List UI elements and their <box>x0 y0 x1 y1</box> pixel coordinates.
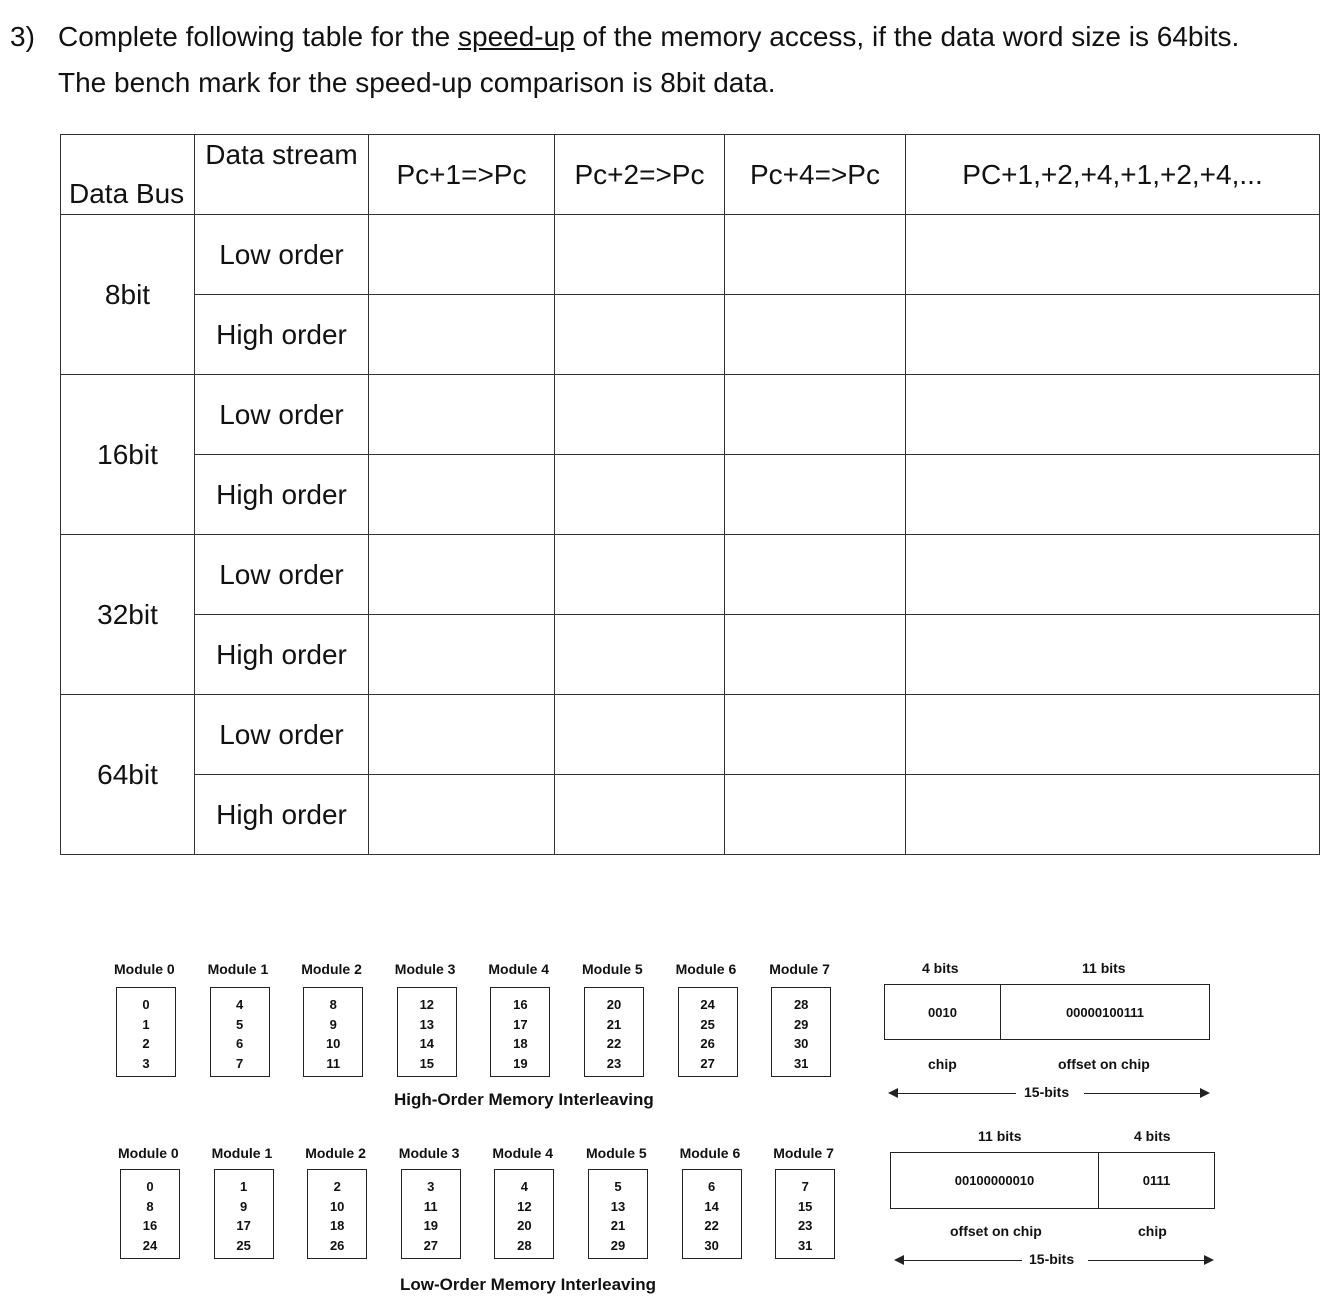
answer-cell[interactable] <box>369 455 555 535</box>
answer-cell[interactable] <box>555 775 725 855</box>
answer-cell[interactable] <box>906 615 1320 695</box>
module-label: Module 0 <box>118 1145 179 1161</box>
answer-cell[interactable] <box>369 375 555 455</box>
module-label: Module 5 <box>586 1145 647 1161</box>
module-address: 26 <box>700 1036 715 1051</box>
answer-cell[interactable] <box>906 695 1320 775</box>
module-label: Module 7 <box>773 1145 834 1161</box>
high-span-arrow-left <box>890 1093 1016 1094</box>
module-address: 24 <box>142 1237 158 1253</box>
low-chip-label: chip <box>1138 1223 1167 1239</box>
high-addr-label-right: 11 bits <box>1082 960 1126 976</box>
answer-cell[interactable] <box>906 775 1320 855</box>
module-address: 0 <box>142 997 150 1012</box>
module-address: 22 <box>606 1036 622 1051</box>
low-span-arrow-right <box>1088 1260 1212 1261</box>
high-chip-label: chip <box>928 1056 957 1072</box>
module-address: 12 <box>419 997 435 1012</box>
high-offset-label: offset on chip <box>1058 1056 1150 1072</box>
answer-cell[interactable] <box>725 535 906 615</box>
module-address: 24 <box>700 997 715 1012</box>
col-header: Pc+4=>Pc <box>725 135 906 215</box>
module-address: 15 <box>419 1055 435 1071</box>
answer-cell[interactable] <box>555 375 725 455</box>
module-label: Module 1 <box>211 1145 273 1161</box>
module-address: 21 <box>610 1218 626 1233</box>
answer-cell[interactable] <box>725 695 906 775</box>
module-address: 4 <box>520 1179 528 1194</box>
module-address: 12 <box>517 1198 532 1214</box>
module-address: 3 <box>142 1055 150 1071</box>
table-row <box>61 615 1320 695</box>
stream-label: High order <box>195 775 369 855</box>
answer-cell[interactable] <box>369 295 555 375</box>
high-span-arrow-right <box>1084 1093 1208 1094</box>
answer-cell[interactable] <box>725 775 906 855</box>
answer-cell[interactable] <box>906 375 1320 455</box>
table-row <box>61 295 1320 375</box>
speed-up-table <box>60 134 1320 855</box>
table-row <box>61 535 1320 615</box>
stream-label: Low order <box>195 535 369 615</box>
module-address: 27 <box>423 1237 439 1253</box>
memory-module <box>494 1169 554 1259</box>
bus-label: 32bit <box>61 535 195 695</box>
memory-module <box>214 1169 274 1259</box>
low-addr-label-left: 11 bits <box>978 1128 1022 1144</box>
table-row <box>61 375 1320 455</box>
module-address: 30 <box>793 1036 809 1051</box>
module-address: 25 <box>700 1016 715 1032</box>
module-address: 2 <box>142 1036 150 1051</box>
table-row <box>61 775 1320 855</box>
module-address: 23 <box>606 1055 622 1071</box>
memory-module <box>397 987 457 1077</box>
memory-module <box>210 987 270 1077</box>
module-address: 3 <box>427 1179 435 1194</box>
col-header: PC+1,+2,+4,+1,+2,+4,... <box>906 135 1320 215</box>
table-row <box>61 215 1320 295</box>
answer-cell[interactable] <box>725 455 906 535</box>
memory-module <box>401 1169 461 1259</box>
answer-cell[interactable] <box>725 215 906 295</box>
stream-label: Low order <box>195 375 369 455</box>
module-address: 20 <box>606 997 622 1012</box>
answer-cell[interactable] <box>369 775 555 855</box>
answer-cell[interactable] <box>906 295 1320 375</box>
answer-cell[interactable] <box>555 455 725 535</box>
module-address: 6 <box>235 1036 244 1051</box>
answer-cell[interactable] <box>725 375 906 455</box>
memory-module <box>771 987 831 1077</box>
memory-module <box>303 987 363 1077</box>
module-address: 28 <box>517 1237 532 1253</box>
module-address: 5 <box>614 1179 622 1194</box>
answer-cell[interactable] <box>369 615 555 695</box>
module-label: Module 2 <box>305 1145 366 1161</box>
low-span-label: 15-bits <box>1029 1251 1075 1267</box>
question-line-1: Complete following table for the speed-up of the memory access, if the data word size is 64bits. <box>58 21 1240 52</box>
answer-cell[interactable] <box>369 535 555 615</box>
module-address: 14 <box>419 1036 435 1051</box>
module-address: 20 <box>517 1218 532 1233</box>
col-header: Pc+2=>Pc <box>555 135 725 215</box>
header-data-bus: Data Bus <box>61 135 195 215</box>
module-address: 8 <box>146 1198 154 1214</box>
module-address: 8 <box>329 997 337 1012</box>
high-order-caption: High-Order Memory Interleaving <box>394 1090 654 1109</box>
module-address: 23 <box>797 1218 813 1233</box>
answer-cell[interactable] <box>555 215 725 295</box>
memory-module <box>775 1169 835 1259</box>
answer-cell[interactable] <box>555 695 725 775</box>
module-address: 30 <box>704 1237 719 1253</box>
stream-label: High order <box>195 295 369 375</box>
answer-cell[interactable] <box>906 215 1320 295</box>
module-address: 27 <box>700 1055 715 1071</box>
module-address: 9 <box>239 1198 248 1214</box>
module-address: 7 <box>801 1179 809 1194</box>
stream-label: High order <box>195 615 369 695</box>
header-data-stream: Data stream <box>195 135 369 215</box>
module-address: 28 <box>793 997 809 1012</box>
stream-label: High order <box>195 455 369 535</box>
low-chip-field: 0111 <box>1142 1173 1171 1188</box>
module-label: Module 5 <box>582 961 643 977</box>
module-address: 21 <box>606 1016 622 1032</box>
high-offset-field: 00000100111 <box>1065 1004 1145 1020</box>
table-row <box>61 455 1320 535</box>
module-address: 9 <box>329 1016 337 1032</box>
memory-module <box>307 1169 367 1259</box>
low-offset-field: 00100000010 <box>891 1153 1099 1208</box>
low-addr-label-right: 4 bits <box>1134 1128 1171 1144</box>
question-number: 3) <box>10 21 35 52</box>
module-address: 14 <box>704 1198 719 1214</box>
memory-module <box>584 987 644 1077</box>
module-label: Module 0 <box>114 961 175 977</box>
module-address: 13 <box>610 1198 626 1214</box>
module-address: 31 <box>793 1055 809 1071</box>
module-address: 5 <box>235 1016 244 1032</box>
module-address: 19 <box>423 1218 439 1233</box>
module-address: 10 <box>325 1036 341 1051</box>
module-address: 11 <box>326 1055 341 1071</box>
module-label: Module 2 <box>301 961 362 977</box>
module-address: 26 <box>329 1237 345 1253</box>
module-address: 22 <box>704 1218 719 1233</box>
memory-module <box>490 987 550 1077</box>
module-address: 25 <box>236 1237 251 1253</box>
table-row <box>61 695 1320 775</box>
module-address: 17 <box>513 1016 528 1032</box>
answer-cell[interactable] <box>725 615 906 695</box>
module-address: 4 <box>235 997 244 1012</box>
module-label: Module 6 <box>675 961 737 977</box>
module-label: Module 7 <box>769 961 830 977</box>
module-address: 7 <box>235 1055 244 1071</box>
high-addr-label-left: 4 bits <box>922 960 959 976</box>
bus-label: 8bit <box>61 215 195 375</box>
memory-module <box>120 1169 180 1259</box>
module-label: Module 6 <box>679 1145 741 1161</box>
module-label: Module 1 <box>207 961 269 977</box>
module-address: 31 <box>797 1237 813 1253</box>
module-label: Module 4 <box>492 1145 554 1161</box>
module-label: Module 4 <box>488 961 550 977</box>
module-address: 2 <box>333 1179 341 1194</box>
module-address: 0 <box>146 1179 154 1194</box>
module-address: 29 <box>610 1237 626 1253</box>
module-address: 1 <box>142 1016 150 1032</box>
answer-cell[interactable] <box>369 695 555 775</box>
module-label: Module 3 <box>394 961 456 977</box>
memory-module <box>588 1169 648 1259</box>
speed-up-term: speed-up <box>458 21 575 52</box>
high-address-box <box>884 984 1210 1040</box>
low-address-box <box>890 1152 1215 1209</box>
answer-cell[interactable] <box>906 535 1320 615</box>
answer-cell[interactable] <box>555 615 725 695</box>
module-address: 17 <box>236 1218 251 1233</box>
module-address: 6 <box>707 1179 716 1194</box>
module-address: 13 <box>419 1016 435 1032</box>
answer-cell[interactable] <box>555 535 725 615</box>
module-address: 19 <box>513 1055 528 1071</box>
low-order-caption: Low-Order Memory Interleaving <box>400 1275 656 1294</box>
module-address: 10 <box>329 1198 345 1214</box>
module-address: 15 <box>797 1198 813 1214</box>
module-address: 18 <box>513 1036 528 1051</box>
memory-module <box>678 987 738 1077</box>
module-address: 29 <box>793 1016 809 1032</box>
answer-cell[interactable] <box>725 295 906 375</box>
high-chip-field: 0010 <box>885 985 1001 1039</box>
module-address: 16 <box>142 1218 158 1233</box>
stream-label: Low order <box>195 215 369 295</box>
question-line-2: The bench mark for the speed-up comparison is 8bit data. <box>58 67 776 98</box>
module-address: 18 <box>329 1218 345 1233</box>
col-header: Pc+1=>Pc <box>369 135 555 215</box>
stream-label: Low order <box>195 695 369 775</box>
table-header-row <box>61 135 1320 215</box>
low-offset-label: offset on chip <box>950 1223 1042 1239</box>
module-address: 1 <box>239 1179 248 1194</box>
bus-label: 64bit <box>61 695 195 855</box>
memory-module <box>682 1169 742 1259</box>
bus-label: 16bit <box>61 375 195 535</box>
answer-cell[interactable] <box>369 215 555 295</box>
high-span-label: 15-bits <box>1024 1084 1070 1100</box>
memory-module <box>116 987 176 1077</box>
answer-cell[interactable] <box>906 455 1320 535</box>
module-address: 16 <box>513 997 528 1012</box>
module-address: 11 <box>423 1198 438 1214</box>
low-span-arrow-left <box>896 1260 1022 1261</box>
module-label: Module 3 <box>398 1145 460 1161</box>
answer-cell[interactable] <box>555 295 725 375</box>
